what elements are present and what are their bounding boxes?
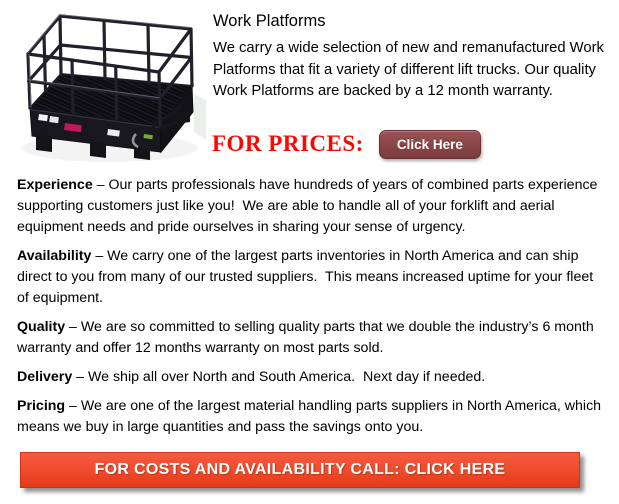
page-title: Work Platforms	[213, 12, 326, 30]
section-availability-label: Availability	[17, 248, 92, 264]
click-here-button[interactable]: Click Here	[379, 130, 481, 159]
section-quality-label: Quality	[17, 319, 66, 335]
section-experience-label: Experience	[17, 177, 93, 193]
footer-banner-label: FOR COSTS AND AVAILABILITY CALL: CLICK HERE	[94, 461, 506, 478]
section-quality	[17, 317, 605, 359]
section-experience-text: – Our parts professionals have hundreds of years of combined parts experience supporting customers just like you! We are able to handle all of your forklift and aerial equipment needs and pride ourselves in sharing your sense of urgency.	[17, 177, 602, 235]
info-sections	[17, 175, 605, 446]
section-availability	[17, 246, 605, 309]
for-prices-label: FOR PRICES:	[212, 131, 364, 156]
section-experience	[17, 175, 605, 238]
section-pricing	[17, 396, 605, 438]
section-delivery-label: Delivery	[17, 369, 73, 385]
section-availability-text: – We carry one of the largest parts inventories in North America and can ship direct to you from many of our trusted suppliers. This means increased uptime for your fleet of equipment.	[17, 248, 598, 306]
price-row	[212, 129, 481, 159]
section-pricing-label: Pricing	[17, 398, 66, 414]
intro-paragraph: We carry a wide selection of new and remanufactured Work Platforms that fit a variety of different lift trucks. Our quality Work Platforms are backed by a 12 month warranty.	[213, 40, 604, 99]
footer-banner-button[interactable]	[20, 452, 580, 488]
section-pricing-text: – We are one of the largest material handling parts suppliers in North America, which means we buy in large quantities and pass the savings onto you.	[17, 398, 606, 435]
work-platform-image	[8, 2, 208, 167]
section-delivery-text: – We ship all over North and South America. Next day if needed.	[72, 369, 486, 385]
section-delivery	[17, 367, 605, 388]
section-quality-text: – We are so committed to selling quality parts that we double the industry’s 6 month warranty and offer 12 months warranty on most parts sold.	[17, 319, 598, 356]
